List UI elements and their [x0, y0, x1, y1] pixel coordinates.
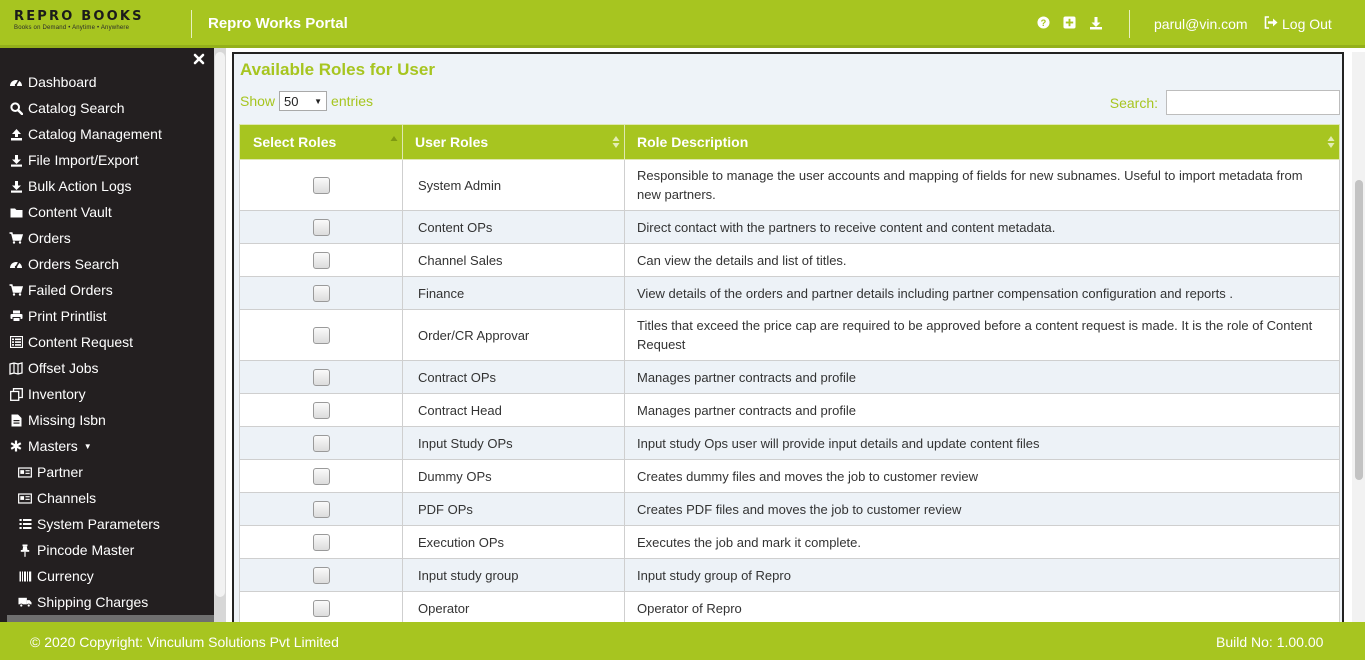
id-card-icon	[18, 491, 32, 505]
copy-icon	[9, 387, 23, 401]
sidebar-item-failed-orders[interactable]	[0, 277, 212, 303]
sidebar-item-offset-jobs[interactable]	[0, 355, 212, 381]
header-icons	[1036, 15, 1103, 30]
select-cell	[240, 559, 403, 592]
role-name: Input study group	[403, 559, 625, 592]
list-icon	[9, 335, 23, 349]
search-icon	[9, 101, 23, 115]
role-description: Input study Ops user will provide input details and update content files	[625, 427, 1340, 460]
table-header-row	[240, 125, 1340, 160]
column-header-label: Role Description	[637, 134, 749, 150]
folder-icon	[9, 205, 23, 219]
logout-button[interactable]	[1264, 16, 1332, 32]
role-name: Execution OPs	[403, 526, 625, 559]
role-name: Finance	[403, 277, 625, 310]
chevron-down-icon: ▼	[314, 96, 323, 106]
upload-icon	[9, 127, 23, 141]
asterisk-icon	[9, 439, 23, 453]
sidebar-item-masters[interactable]	[0, 433, 212, 459]
sidebar-item-label: Masters	[28, 438, 78, 454]
table-row	[240, 211, 1340, 244]
page-length-value: 50	[284, 93, 299, 109]
role-name: Operator	[403, 592, 625, 623]
sidebar-item-file-import-export[interactable]	[0, 147, 212, 173]
download-icon[interactable]	[1088, 15, 1103, 30]
sidebar-item-label: Inventory	[28, 386, 86, 402]
role-description: Creates dummy files and moves the job to customer review	[625, 460, 1340, 493]
select-cell	[240, 427, 403, 460]
page-title: Available Roles for User	[240, 60, 435, 79]
page-scrollbar-thumb[interactable]	[1355, 180, 1363, 480]
role-checkbox[interactable]	[313, 501, 330, 518]
page-length-select[interactable]	[279, 91, 327, 111]
table-row	[240, 526, 1340, 559]
role-name: Contract Head	[403, 394, 625, 427]
table-row	[240, 160, 1340, 211]
role-description: Operator of Repro	[625, 592, 1340, 623]
role-checkbox[interactable]	[313, 600, 330, 617]
sidebar-item-dashboard[interactable]	[0, 69, 212, 95]
sidebar-item-label: File Import/Export	[28, 152, 139, 168]
help-icon[interactable]	[1036, 15, 1051, 30]
show-label: Show	[240, 93, 276, 109]
sidebar-item-currency[interactable]	[0, 563, 212, 589]
sidebar-item-label: Pincode Master	[37, 542, 135, 558]
sidebar-item-bulk-action-logs[interactable]	[0, 173, 212, 199]
sidebar-item-partner[interactable]	[0, 459, 212, 485]
sidebar-item-content-vault[interactable]	[0, 199, 212, 225]
logout-label: Log Out	[1282, 16, 1332, 32]
entries-label: entries	[331, 93, 374, 109]
svg-text:?: ?	[1040, 17, 1047, 28]
search-label: Search:	[1109, 94, 1158, 111]
sidebar-item-orders-search[interactable]	[0, 251, 212, 277]
select-cell	[240, 460, 403, 493]
select-cell	[240, 310, 403, 361]
role-name: Contract OPs	[403, 361, 625, 394]
print-icon	[9, 309, 23, 323]
sidebar-item-label: Catalog Management	[28, 126, 162, 142]
sidebar-item-inventory[interactable]	[0, 381, 212, 407]
barcode-icon	[18, 569, 32, 583]
cart-icon	[9, 283, 23, 297]
role-checkbox[interactable]	[313, 219, 330, 236]
sidebar-item-label: Currency	[37, 568, 94, 584]
role-checkbox[interactable]	[313, 468, 330, 485]
role-description: Creates PDF files and moves the job to customer review	[625, 493, 1340, 526]
table-row	[240, 277, 1340, 310]
table-row	[240, 460, 1340, 493]
table-row	[240, 244, 1340, 277]
role-checkbox[interactable]	[313, 435, 330, 452]
sidebar-item-label: System Parameters	[37, 516, 160, 532]
user-email[interactable]: parul@vin.com	[1154, 16, 1248, 32]
role-description: View details of the orders and partner details including partner compensation configuration and reports .	[625, 277, 1340, 310]
sidebar-item-label: Dashboard	[28, 74, 97, 90]
role-name: Channel Sales	[403, 244, 625, 277]
table-row	[240, 361, 1340, 394]
logo-text: REPRO BOOKS	[14, 9, 144, 24]
sign-out-icon	[1264, 16, 1278, 32]
role-checkbox[interactable]	[313, 252, 330, 269]
repro-books-logo[interactable]	[14, 9, 176, 31]
sidebar-item-label: Partner	[37, 464, 83, 480]
sidebar-item-shipping-charges[interactable]	[0, 589, 212, 615]
sidebar-item-label: Print Printlist	[28, 308, 107, 324]
footer	[0, 622, 1365, 660]
sidebar-overflow-item	[7, 615, 214, 622]
role-checkbox[interactable]	[313, 285, 330, 302]
dashboard-icon	[9, 257, 23, 271]
sidebar-item-orders[interactable]	[0, 225, 212, 251]
column-header-user-roles[interactable]	[403, 125, 625, 160]
sort-both-icon	[1327, 135, 1335, 149]
file-icon	[9, 413, 23, 427]
role-checkbox[interactable]	[313, 327, 330, 344]
sidebar-item-label: Missing Isbn	[28, 412, 106, 428]
select-cell	[240, 277, 403, 310]
role-name: Dummy OPs	[403, 460, 625, 493]
table-row	[240, 310, 1340, 361]
build-number: Build No: 1.00.00	[1216, 634, 1324, 650]
sidebar-item-print-printlist[interactable]	[0, 303, 212, 329]
column-header-label: User Roles	[415, 134, 489, 150]
portal-title[interactable]: Repro Works Portal	[208, 15, 348, 32]
sidebar-item-system-parameters[interactable]	[0, 511, 212, 537]
table-row	[240, 427, 1340, 460]
role-checkbox[interactable]	[313, 534, 330, 551]
search-input[interactable]	[1166, 90, 1340, 115]
header-divider	[191, 10, 192, 38]
download-icon	[9, 153, 23, 167]
role-name: Input Study OPs	[403, 427, 625, 460]
plus-square-icon[interactable]	[1062, 15, 1077, 30]
map-icon	[9, 361, 23, 375]
sidebar-item-label: Failed Orders	[28, 282, 113, 298]
select-cell	[240, 526, 403, 559]
download-icon	[9, 179, 23, 193]
column-header-role-description[interactable]	[625, 125, 1340, 160]
role-description: Input study group of Repro	[625, 559, 1340, 592]
select-cell	[240, 160, 403, 211]
sidebar-item-label: Shipping Charges	[37, 594, 149, 610]
role-description: Direct contact with the partners to receive content and content metadata.	[625, 211, 1340, 244]
sidebar-item-label: Orders Search	[28, 256, 120, 272]
role-description: Can view the details and list of titles.	[625, 244, 1340, 277]
role-checkbox[interactable]	[313, 402, 330, 419]
truck-icon	[18, 595, 32, 609]
select-cell	[240, 211, 403, 244]
sidebar-scrollbar-thumb[interactable]	[215, 52, 225, 597]
pushpin-icon	[18, 543, 32, 557]
sidebar-item-label: Orders	[28, 230, 71, 246]
roles-panel	[232, 52, 1344, 622]
cart-icon	[9, 231, 23, 245]
role-description: Manages partner contracts and profile	[625, 361, 1340, 394]
select-cell	[240, 244, 403, 277]
list-icon	[18, 517, 32, 531]
caret-down-icon: ▼	[83, 441, 92, 451]
table-row	[240, 493, 1340, 526]
role-name: PDF OPs	[403, 493, 625, 526]
select-cell	[240, 394, 403, 427]
table-row	[240, 592, 1340, 623]
sidebar-item-label: Bulk Action Logs	[28, 178, 132, 194]
sidebar-item-catalog-management[interactable]	[0, 121, 212, 147]
column-header-label: Select Roles	[253, 134, 337, 150]
id-card-icon	[18, 465, 32, 479]
role-description: Executes the job and mark it complete.	[625, 526, 1340, 559]
role-name: Order/CR Approvar	[403, 310, 625, 361]
role-description: Manages partner contracts and profile	[625, 394, 1340, 427]
copyright-text: © 2020 Copyright: Vinculum Solutions Pvt Limited	[30, 634, 339, 650]
sidebar-item-label: Catalog Search	[28, 100, 125, 116]
role-checkbox[interactable]	[313, 567, 330, 584]
table-row	[240, 394, 1340, 427]
logo-tagline: Books on Demand • Anytime • Anywhere	[14, 25, 130, 31]
select-cell	[240, 361, 403, 394]
sidebar-item-label: Content Vault	[28, 204, 112, 220]
sort-both-icon	[612, 135, 620, 149]
role-name: System Admin	[403, 160, 625, 211]
sidebar-item-missing-isbn[interactable]	[0, 407, 212, 433]
column-header-select-roles[interactable]	[240, 125, 403, 160]
page-length-control	[240, 91, 373, 111]
select-cell	[240, 592, 403, 623]
dashboard-icon	[9, 75, 23, 89]
header-divider	[1129, 10, 1130, 38]
role-checkbox[interactable]	[313, 369, 330, 386]
role-name: Content OPs	[403, 211, 625, 244]
top-header	[0, 0, 1365, 48]
table-search	[1110, 90, 1340, 115]
sort-asc-icon	[390, 135, 398, 149]
role-checkbox[interactable]	[313, 177, 330, 194]
sidebar-item-channels[interactable]	[0, 485, 212, 511]
sidebar-item-label: Offset Jobs	[28, 360, 99, 376]
sidebar-item-label: Channels	[37, 490, 97, 506]
sidebar-item-label: Content Request	[28, 334, 134, 350]
close-icon[interactable]	[193, 52, 205, 64]
sidebar-item-content-request[interactable]	[0, 329, 212, 355]
sidebar-item-pincode-master[interactable]	[0, 537, 212, 563]
role-description: Responsible to manage the user accounts and mapping of fields for new subnames. Useful to import metadata from new partners.	[625, 160, 1340, 211]
roles-table	[239, 124, 1340, 622]
sidebar-item-catalog-search[interactable]	[0, 95, 212, 121]
sidebar	[0, 48, 226, 622]
sidebar-menu	[0, 69, 212, 615]
role-description: Titles that exceed the price cap are required to be approved before a content request is made. It is the role of Content Request	[625, 310, 1340, 361]
select-cell	[240, 493, 403, 526]
table-row	[240, 559, 1340, 592]
